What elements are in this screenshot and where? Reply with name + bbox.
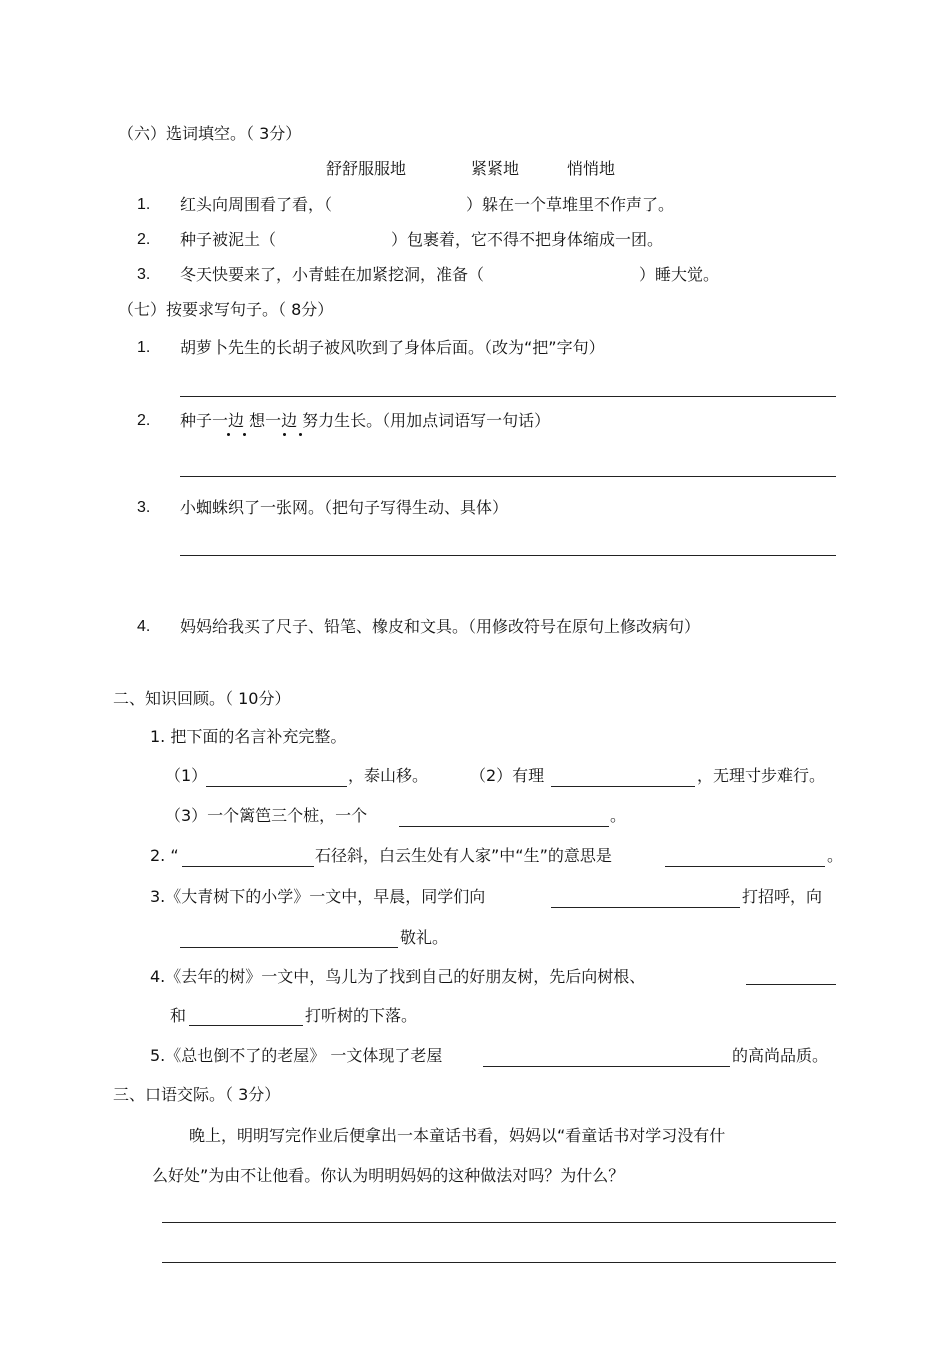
- sentence-prompt: 胡萝卜先生的长胡子被风吹到了身体后面。（改为“把”字句）: [180, 338, 605, 357]
- fill-blank-text: ）躲在一个草堆里不作声了。: [466, 195, 675, 214]
- question-number: 1.: [137, 339, 151, 356]
- answer-line[interactable]: [206, 786, 347, 787]
- question-text: 的高尚品质。: [732, 1046, 829, 1065]
- word-option-3: 悄悄地: [567, 159, 616, 178]
- answer-line[interactable]: [162, 1222, 836, 1223]
- word-option-2: 紧紧地: [471, 159, 520, 178]
- answer-line[interactable]: [189, 1025, 303, 1026]
- emphasis-dot: [227, 433, 230, 436]
- part-3-heading: 三、口语交际。（ 3分）: [113, 1085, 281, 1104]
- quote-text: ，泰山移。: [348, 766, 429, 785]
- question-number: 4.: [137, 618, 151, 635]
- fill-blank-text: ）睡大觉。: [639, 265, 720, 284]
- question-text: 2. “: [150, 846, 179, 865]
- answer-line[interactable]: [162, 1262, 836, 1263]
- question-text: 4.《去年的树》一文中，鸟儿为了找到自己的好朋友树，先后向树根、: [150, 967, 646, 986]
- question-text: 。: [827, 846, 844, 865]
- question-text: 打听树的下落。: [305, 1006, 418, 1025]
- question-text: 3.《大青树下的小学》一文中，早晨，同学们向: [150, 887, 486, 906]
- answer-line[interactable]: [180, 947, 398, 948]
- answer-line[interactable]: [399, 826, 609, 827]
- emphasis-dot: [243, 433, 246, 436]
- question-text: 石径斜，白云生处有人家”中“生”的意思是: [315, 846, 612, 865]
- answer-line[interactable]: [182, 866, 314, 867]
- sentence-prompt: 妈妈给我买了尺子、铅笔、橡皮和文具。（用修改符号在原句上修改病句）: [180, 617, 701, 636]
- answer-line[interactable]: [551, 786, 695, 787]
- question-number: 3.: [137, 499, 151, 516]
- answer-line[interactable]: [180, 555, 836, 556]
- question-number: 2.: [137, 231, 151, 248]
- question-text: 敬礼。: [400, 928, 449, 947]
- emphasis-dot: [283, 433, 286, 436]
- emphasis-dot: [299, 433, 302, 436]
- quote-text: ，无理寸步难行。: [697, 766, 826, 785]
- part-2-heading: 二、知识回顾。（ 10分）: [113, 689, 291, 708]
- sentence-prompt: 种子一边 想一边 努力生长。（用加点词语写一句话）: [180, 411, 551, 430]
- answer-line[interactable]: [665, 866, 825, 867]
- question-text: 5.《总也倒不了的老屋》 一文体现了老屋: [150, 1046, 443, 1065]
- fill-blank-text: ）包裹着，它不得不把身体缩成一团。: [391, 230, 664, 249]
- quote-text: 。: [610, 806, 627, 825]
- question-number: 1.: [137, 196, 151, 213]
- quote-text: （3）一个篱笆三个桩，一个: [165, 806, 368, 825]
- paragraph-line: 晚上，明明写完作业后便拿出一本童话书看，妈妈以“看童话书对学习没有什: [189, 1126, 726, 1145]
- answer-line[interactable]: [180, 476, 836, 477]
- question-text: 打招呼，向: [742, 887, 823, 906]
- paragraph-line: 么好处”为由不让他看。你认为明明妈妈的这种做法对吗？为什么？: [152, 1166, 625, 1185]
- answer-line[interactable]: [180, 396, 836, 397]
- answer-line[interactable]: [483, 1066, 730, 1067]
- question-text: 和: [170, 1006, 187, 1025]
- sentence-prompt: 小蜘蛛织了一张网。（把句子写得生动、具体）: [180, 498, 509, 517]
- quote-text: （2）有理: [470, 766, 545, 785]
- answer-line[interactable]: [551, 907, 740, 908]
- word-option-1: 舒舒服服地: [326, 159, 407, 178]
- quote-label: （1）: [165, 766, 208, 785]
- question-intro: 1. 把下面的名言补充完整。: [150, 727, 347, 746]
- fill-blank-text: 种子被泥土（: [180, 230, 277, 249]
- fill-blank-text: 红头向周围看了看，（: [180, 195, 333, 214]
- section-6-heading: （六）选词填空。（ 3分）: [118, 124, 302, 143]
- fill-blank-text: 冬天快要来了，小青蛙在加紧挖洞，准备（: [180, 265, 485, 284]
- answer-line[interactable]: [746, 984, 836, 985]
- section-7-heading: （七）按要求写句子。（ 8分）: [118, 300, 334, 319]
- question-number: 2.: [137, 412, 151, 429]
- question-number: 3.: [137, 266, 151, 283]
